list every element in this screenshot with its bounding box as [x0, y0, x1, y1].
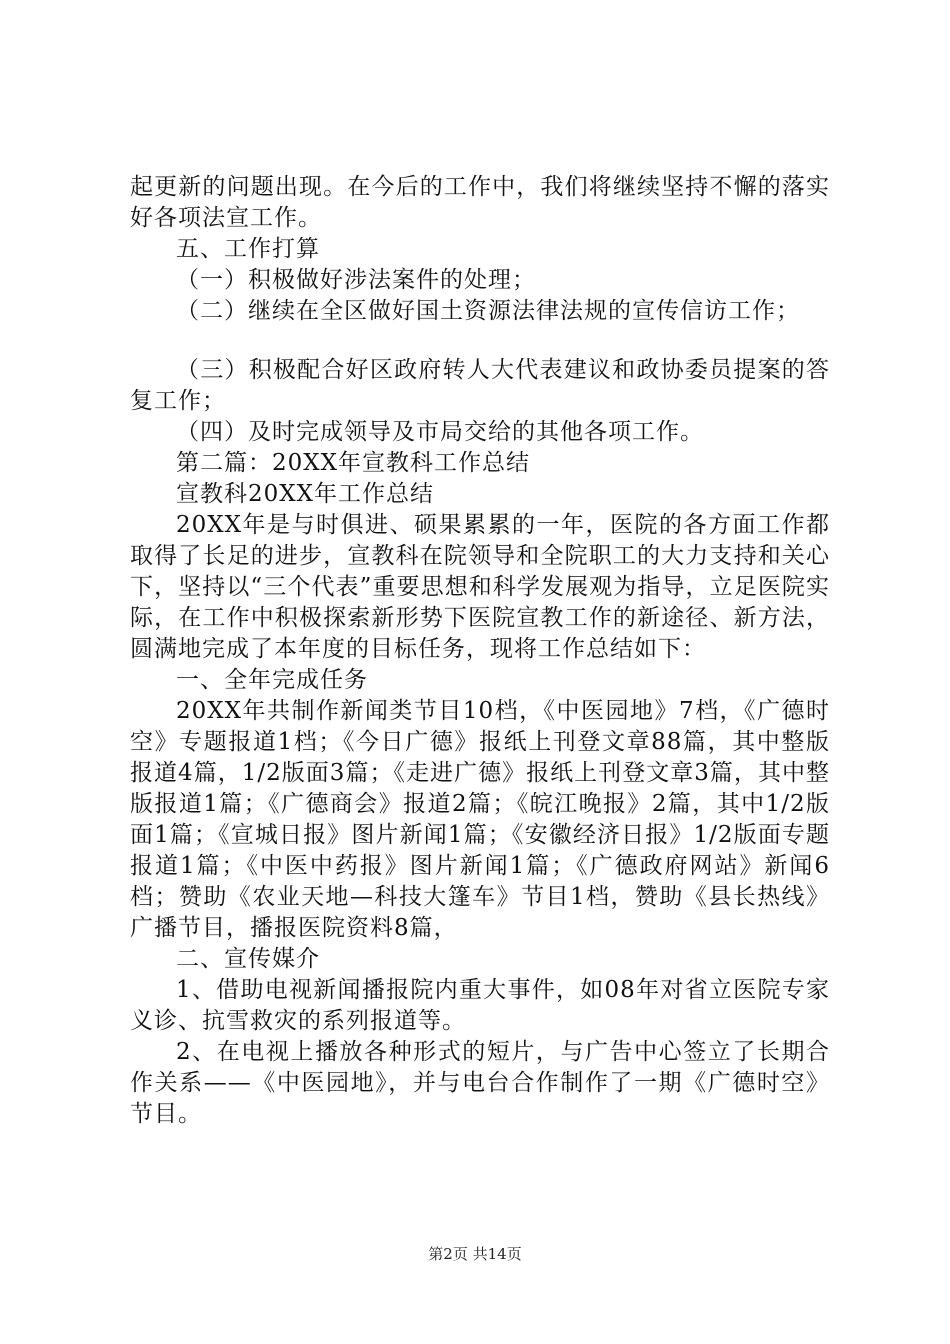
section-heading-work-plan: 五、工作打算	[176, 236, 320, 262]
media-item-2: 2、在电视上播放各种形式的短片，与广告中心签立了长期合作关系——《中医园地》，并与电台合作制作了一期《广德时空》节目。	[130, 1039, 830, 1127]
plan-item-4: （四）及时完成领导及市局交给的其他各项工作。	[176, 419, 704, 445]
section-heading-media: 二、宣传媒介	[176, 946, 320, 972]
plan-item-2: （二）继续在全区做好国土资源法律法规的宣传信访工作；	[176, 298, 800, 324]
plan-item-3: （三）积极配合好区政府转人大代表建议和政协委员提案的答复工作；	[130, 357, 830, 414]
section-heading-tasks: 一、全年完成任务	[176, 667, 368, 693]
paragraph-continuation: 起更新的问题出现。在今后的工作中，我们将继续坚持不懈的落实好各项法宣工作。	[130, 174, 830, 231]
paragraph-tasks: 20XX年共制作新闻类节目10档，《中医园地》7档，《广德时空》专题报道1档；《今日广德》报纸上刊登文章88篇，其中整版报道4篇，1/2版面3篇；《走进广德》报纸上刊登文章3篇，其中整版报道1篇；《广德商会》报道2篇；《皖江晚报》2篇，其中1/2版面1篇；《宣城日报》图片新闻1篇；《安徽经济日报》1/2版面专题报道1篇；《中医中药报》图片新闻1篇；《广德政府网站》新闻6档；赞助《农业天地—科技大篷车》节目1档，赞助《县长热线》广播节目，播报医院资料8篇，	[130, 698, 830, 941]
chapter-title: 第二篇：20XX年宣教科工作总结	[176, 450, 531, 476]
paragraph-intro: 20XX年是与时俱进、硕果累累的一年，医院的各方面工作都取得了长足的进步，宣教科在院领导和全院职工的大力支持和关心下，坚持以“三个代表”重要思想和科学发展观为指导，立足医院实际，在工作中积极探索新形势下医院宣教工作的新途径、新方法，圆满地完成了本年度的目标任务，现将工作总结如下：	[130, 512, 830, 662]
media-item-1: 1、借助电视新闻播报院内重大事件，如08年对省立医院专家义诊、抗雪救灾的系列报道等。	[130, 977, 830, 1034]
plan-item-1: （一）积极做好涉法案件的处理；	[176, 267, 536, 293]
document-body	[130, 172, 830, 1130]
page-footer: 第2页 共14页	[428, 1245, 522, 1263]
document-title: 宣教科20XX年工作总结	[176, 481, 435, 507]
